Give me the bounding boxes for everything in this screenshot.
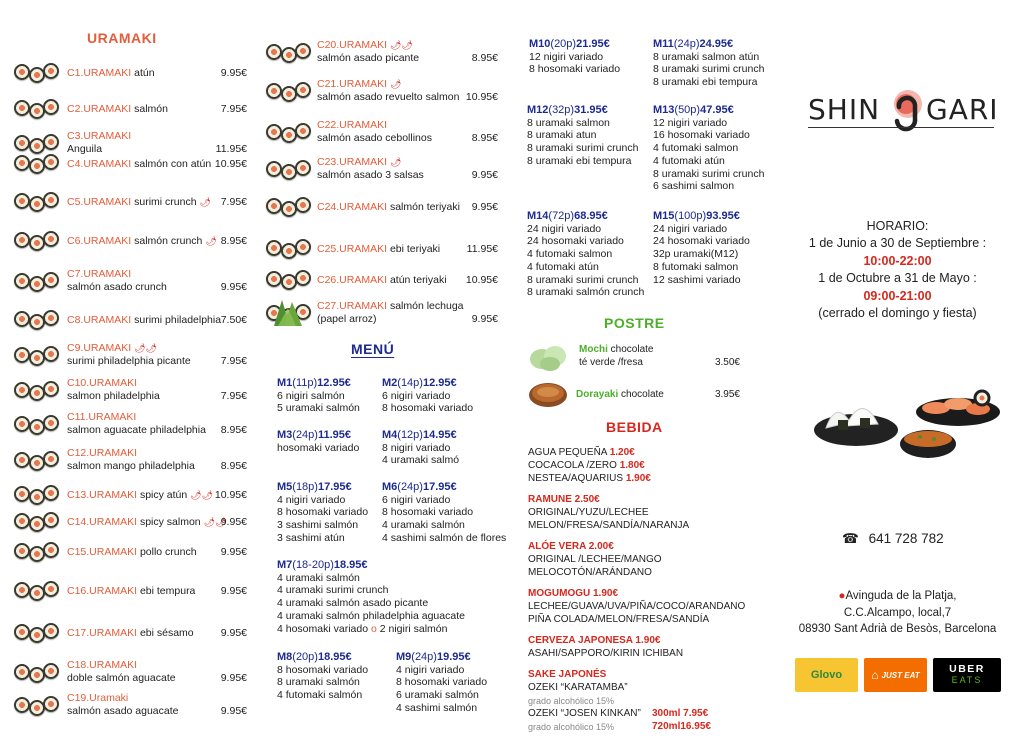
uramaki-image <box>14 510 60 536</box>
drink-row: MELOCOTÓN/ARÁNDANO <box>528 566 652 578</box>
hours-time-1: 10:00-22:00 <box>863 253 932 268</box>
glovo-button[interactable] <box>795 658 858 692</box>
menu-set-m5 <box>277 481 368 545</box>
uramaki-item <box>67 627 194 640</box>
menu-set-line: 4 sashimi salmón <box>396 701 478 714</box>
menu-title: MENÚ <box>351 341 395 357</box>
item-price: 7.95€ <box>220 196 247 208</box>
item-sub: salmon philadelphia <box>67 390 160 402</box>
menu-set-line: 8 uramaki surimi crunch <box>653 63 765 76</box>
postre-mochi <box>579 343 653 369</box>
postre-dorayaki <box>576 388 664 401</box>
postre-dorayaki-desc: chocolate <box>621 389 664 400</box>
uramaki-item <box>67 377 160 403</box>
menu-set-line: 3 sashimi atún <box>277 531 345 544</box>
menu-set-line: 4 uramaki salmón asado picante <box>277 597 429 610</box>
hours-title: HORARIO: <box>866 219 929 233</box>
uramaki-image <box>14 661 60 687</box>
address-line-3: 08930 Sant Adrià de Besòs, Barcelona <box>798 623 997 635</box>
ubereats-label-2: EATS <box>951 675 983 685</box>
menu-set-line: 12 nigiri variado <box>529 50 604 63</box>
item-sub: salmón asado 3 salsas <box>317 169 424 181</box>
chili-icon: 🌶 <box>389 157 402 167</box>
drink-group <box>528 447 758 485</box>
item-name: spicy atún <box>139 489 188 501</box>
hours-closed: (cerrado el domingo y fiesta) <box>818 306 977 321</box>
menu-set-line: 8 hosomaki variado <box>277 506 369 519</box>
item-sub: salmón asado picante <box>317 52 420 64</box>
item-sub: salmón asado revuelto salmon <box>317 91 460 103</box>
uramaki-image <box>266 195 312 221</box>
uramaki-image <box>14 97 60 123</box>
item-name: salmón crunch <box>134 235 203 247</box>
drink-row: OZEKI “JOSEN KINKAN” 300ml 7.95€ <box>528 708 709 720</box>
menu-set-line: 4 hosomaki variado o 2 nigiri salmón <box>277 622 448 635</box>
menu-set-line: 4 uramaki salmón philadelphia aguacate <box>277 609 465 622</box>
shingari-logo <box>808 88 998 134</box>
item-code: C14.URAMAKI <box>67 516 138 528</box>
menu-set-header: M15(100p)93.95€ <box>653 210 740 222</box>
menu-set-line: 6 nigiri salmón <box>277 389 345 402</box>
uramaki-image <box>14 449 60 475</box>
drink-row: LECHEE/GUAVA/UVA/PIÑA/COCO/ARANDANO <box>528 600 746 612</box>
item-price: 9.95€ <box>471 169 498 181</box>
item-code: C16.URAMAKI <box>67 585 138 597</box>
menu-set-header: M12(32p)31.95€ <box>527 104 608 116</box>
item-code: C15.URAMAKI <box>67 546 138 558</box>
menu-set-line: 4 futomaki salmon <box>653 142 739 155</box>
item-price: 10.95€ <box>465 274 498 286</box>
item-code: C1.URAMAKI <box>67 67 132 79</box>
uramaki-item <box>67 158 211 171</box>
drink-group-title: RAMUNE 2.50€ <box>528 494 600 505</box>
item-name: salmón con atún <box>134 158 212 170</box>
menu-set-line: 4 uramaki salmón <box>277 571 360 584</box>
uramaki-image <box>266 80 312 106</box>
drink-group <box>528 635 758 661</box>
uramaki-image <box>14 540 60 566</box>
chili-icon: 🌶 <box>199 197 211 207</box>
uramaki-item <box>67 268 167 294</box>
dorayaki-image <box>527 378 569 410</box>
uramaki-image <box>266 237 312 263</box>
uramaki-image <box>14 621 60 647</box>
justeat-label: JUST EAT <box>881 670 920 680</box>
uramaki-item <box>317 78 459 104</box>
uramaki-image <box>14 413 60 439</box>
drink-group-title: ALÓE VERA 2.00€ <box>528 541 614 552</box>
drink-row: MELON/FRESA/SANDÍA/NARANJA <box>528 519 690 531</box>
menu-set-line: 8 uramaki salmon atún <box>653 50 760 63</box>
uramaki-item <box>67 235 217 248</box>
uramaki-item <box>67 411 206 437</box>
item-price: 7.95€ <box>220 355 247 367</box>
drink-row: ORIGINAL /LECHEE/MANGO <box>528 553 662 565</box>
menu-set-line: 8 uramaki surimi crunch <box>527 273 639 286</box>
menu-set-m3 <box>277 429 359 454</box>
uramaki-item <box>67 342 191 368</box>
postre-mochi-price: 3.50€ <box>714 357 740 368</box>
menu-set-m14 <box>527 210 644 299</box>
drink-row: PIÑA COLADA/MELON/FRESA/SANDÍA <box>528 613 710 625</box>
menu-set-line: 8 uramaki salmón crunch <box>527 286 645 299</box>
menu-set-header: M11(24p)24.95€ <box>653 38 734 50</box>
menu-set-header: M1(11p)12.95€ <box>277 377 351 389</box>
item-sub: Anguila <box>67 143 103 155</box>
sushi-platter-image <box>806 382 1002 462</box>
menu-set-header: M3(24p)11.95€ <box>277 429 352 441</box>
menu-set-header: M14(72p)68.95€ <box>527 210 608 222</box>
item-name: atún teriyaki <box>389 274 447 286</box>
uramaki-image <box>266 121 312 147</box>
item-name: ebi sésamo <box>139 627 194 639</box>
drink-group-title: MOGUMOGU 1.90€ <box>528 588 619 599</box>
menu-set-m4 <box>382 429 459 467</box>
drink-group <box>528 588 758 626</box>
menu-set-line: 4 uramaki salmón <box>382 519 465 532</box>
uramaki-image <box>14 344 60 370</box>
menu-set-m13 <box>653 104 764 193</box>
item-price: 9.95€ <box>220 516 247 528</box>
item-code: C3.URAMAKI <box>67 130 132 142</box>
postre-title: POSTRE <box>604 315 665 331</box>
uramaki-image <box>14 308 60 334</box>
address-line-1: Avinguda de la Platja, <box>845 590 957 602</box>
item-name: salmón teriyaki <box>389 201 460 213</box>
uramaki-item <box>67 130 131 156</box>
menu-set-header: M5(18p)17.95€ <box>277 481 352 493</box>
uramaki-item <box>317 274 447 287</box>
item-code: C6.URAMAKI <box>67 235 132 247</box>
location-pin-icon: ● <box>838 590 846 602</box>
menu-set-m10 <box>529 38 620 76</box>
item-name: ebi teriyaki <box>389 243 441 255</box>
uramaki-image <box>14 190 60 216</box>
menu-set-line: 8 hosomaki variado <box>529 63 621 76</box>
item-name: spicy salmon <box>139 516 201 528</box>
logo-rule <box>808 127 994 128</box>
drink-group-title: SAKE JAPONÉS <box>528 669 607 680</box>
menu-set-line: 6 uramaki salmón <box>396 689 479 702</box>
postre-mochi-name: Mochi <box>579 344 608 355</box>
item-price: 8.95€ <box>471 132 498 144</box>
menu-set-line: 4 futomaki atún <box>653 154 725 167</box>
item-code: C23.URAMAKI <box>317 156 388 168</box>
item-sub: salmón asado cebollinos <box>317 132 432 144</box>
item-price: 7.95€ <box>220 390 247 402</box>
mochi-image <box>528 342 568 372</box>
item-price: 11.95€ <box>466 243 498 255</box>
uramaki-image <box>266 268 312 294</box>
item-name: ebi tempura <box>139 585 196 597</box>
uramaki-item <box>317 201 460 214</box>
item-price: 7.50€ <box>220 314 247 326</box>
item-code: C24.URAMAKI <box>317 201 388 213</box>
justeat-house-icon: ⌂ <box>871 668 879 682</box>
menu-set-line: 4 uramaki salmó <box>382 454 460 467</box>
menu-set-line: 8 uramaki surimi crunch <box>527 142 639 155</box>
item-code: C11.URAMAKI <box>67 411 137 423</box>
postre-dorayaki-name: Dorayaki <box>576 389 619 400</box>
menu-set-line: 12 sashimi variado <box>653 273 741 286</box>
item-code: C26.URAMAKI <box>317 274 388 286</box>
item-code: C2.URAMAKI <box>67 103 132 115</box>
uramaki-item <box>67 489 213 502</box>
phone-icon: ☎ <box>842 531 859 546</box>
drink-row: OZEKI “KARATAMBA” <box>528 681 628 693</box>
menu-set-header: M13(50p)47.95€ <box>653 104 734 116</box>
uramaki-item <box>317 39 419 65</box>
menu-set-header: M10(20p)21.95€ <box>529 38 610 50</box>
uramaki-item <box>317 119 432 145</box>
uramaki-image <box>14 61 60 87</box>
glovo-label: Glovo <box>810 669 843 681</box>
hours-time-2: 09:00-21:00 <box>863 288 932 303</box>
menu-set-line: 6 nigiri variado <box>382 389 451 402</box>
hours-period-2: 1 de Octubre a 31 de Mayo : <box>818 271 977 286</box>
item-price: 8.95€ <box>220 460 247 472</box>
item-price: 8.95€ <box>220 235 247 247</box>
lettuce-roll-image <box>270 296 306 330</box>
chili-icon: 🌶🌶 <box>389 40 413 50</box>
drink-row: NESTEA/AQUARIUS 1.90€ <box>528 472 651 484</box>
logo-text-left: SHIN <box>808 93 881 126</box>
chili-icon: 🌶🌶 <box>190 490 214 500</box>
chili-icon: 🌶 <box>389 79 402 89</box>
item-sub: salmón asado aguacate <box>67 705 179 717</box>
uramaki-image <box>14 379 60 405</box>
uramaki-image <box>14 152 60 178</box>
menu-set-line: 8 uramaki salmón <box>277 676 360 689</box>
item-code: C27.URAMAKI <box>317 300 388 312</box>
menu-set-line: 6 nigiri variado <box>382 493 451 506</box>
item-price: 7.95€ <box>220 103 247 115</box>
item-price: 9.95€ <box>220 585 247 597</box>
menu-set-m12 <box>527 104 638 168</box>
drink-row: grado alcohólico 15% <box>528 695 615 706</box>
menu-set-header: M2(14p)12.95€ <box>382 377 457 389</box>
opening-hours <box>780 218 1015 322</box>
menu-set-header: M4(12p)14.95€ <box>382 429 457 441</box>
menu-set-line: 24 hosomaki variado <box>527 235 624 248</box>
item-price: 9.95€ <box>220 627 247 639</box>
postre-mochi-desc2: té verde /fresa <box>579 357 643 368</box>
item-code: C4.URAMAKI <box>67 158 132 170</box>
uramaki-title: URAMAKI <box>87 30 157 46</box>
menu-set-m7 <box>277 559 465 635</box>
item-code: C17.URAMAKI <box>67 627 138 639</box>
uramaki-item <box>317 243 440 256</box>
address <box>780 588 1015 638</box>
menu-set-header: M6(24p)17.95€ <box>382 481 457 493</box>
phone-number[interactable]: 641 728 782 <box>868 531 944 546</box>
item-price: 8.95€ <box>471 52 498 64</box>
uramaki-image <box>266 41 312 67</box>
menu-set-line: 4 nigiri variado <box>396 663 465 676</box>
uramaki-item <box>67 546 197 559</box>
menu-set-line: 3 sashimi salmón <box>277 519 359 532</box>
menu-set-header: M7(18-20p)18.95€ <box>277 559 368 571</box>
address-line-2: C.C.Alcampo, local,7 <box>843 606 952 619</box>
menu-set-line: 12 nigiri variado <box>653 116 728 129</box>
item-code: C5.URAMAKI <box>67 196 132 208</box>
menu-set-line: 6 sashimi salmon <box>653 180 735 193</box>
chili-icon: 🌶🌶 <box>134 343 157 353</box>
item-name: surimi crunch <box>134 196 197 208</box>
menu-set-line: 4 sashimi salmón de flores <box>382 531 507 544</box>
uramaki-image <box>266 158 312 184</box>
chili-icon: 🌶🌶 <box>203 517 227 527</box>
uramaki-item <box>67 103 168 116</box>
uramaki-image <box>14 229 60 255</box>
menu-set-line: 8 uramaki ebi tempura <box>527 154 632 167</box>
item-price: 9.95€ <box>471 313 498 325</box>
item-name: atún <box>134 67 155 79</box>
item-sub: doble salmón aguacate <box>67 672 176 684</box>
uramaki-image <box>14 579 60 605</box>
bebida-title: BEBIDA <box>606 419 663 435</box>
menu-set-line: 8 nigiri variado <box>382 441 451 454</box>
item-name: surimi philadelphia <box>134 314 222 326</box>
item-price: 9.95€ <box>220 705 247 717</box>
item-code: C19.Uramaki <box>67 692 129 704</box>
menu-set-line: 24 hosomaki variado <box>653 235 750 248</box>
item-code: C22.URAMAKI <box>317 119 388 131</box>
menu-set-header: M8(20p)18.95€ <box>277 651 352 663</box>
menu-set-line: 4 futomaki salmón <box>277 689 363 702</box>
item-sub: (papel arroz) <box>317 313 377 325</box>
drink-row: AGUA PEQUEÑA 1.20€ <box>528 447 635 458</box>
menu-set-line: 8 uramaki ebi tempura <box>653 76 758 89</box>
ubereats-button[interactable] <box>933 658 1001 692</box>
item-name: salmón lechuga <box>389 300 464 312</box>
menu-set-m1 <box>277 377 360 415</box>
drink-group <box>528 494 758 532</box>
item-sub: salmón asado crunch <box>67 281 167 293</box>
menu-set-line: 4 futomaki atún <box>527 260 599 273</box>
uramaki-item <box>67 585 195 598</box>
menu-set-line: 8 hosomaki variado <box>277 663 369 676</box>
postre-mochi-desc: chocolate <box>610 344 654 355</box>
menu-set-line: 16 hosomaki variado <box>653 129 750 142</box>
uramaki-item <box>67 447 195 473</box>
ubereats-label-1: UBER <box>949 663 985 675</box>
item-sub: salmon aguacate philadelphia <box>67 424 206 436</box>
menu-set-line: 8 hosomaki variado <box>396 676 488 689</box>
menu-set-m2 <box>382 377 473 415</box>
drink-group <box>528 669 758 735</box>
item-price: 10.95€ <box>214 158 247 170</box>
menu-set-line: 8 hosomaki variado <box>382 402 474 415</box>
drink-row: grado alcohólico 15% 720ml16.95€ <box>528 721 711 733</box>
item-code: C20.URAMAKI <box>317 39 388 51</box>
item-price: 9.95€ <box>471 201 498 213</box>
menu-set-line: 8 uramaki surimi crunch <box>653 167 765 180</box>
uramaki-image <box>14 483 60 509</box>
uramaki-item <box>67 196 211 209</box>
item-code: C21.URAMAKI <box>317 78 388 90</box>
uramaki-item <box>67 692 179 718</box>
menu-set-line: 4 futomaki salmon <box>527 248 613 261</box>
drink-group-title: CERVEZA JAPONESA 1.90€ <box>528 635 661 646</box>
item-price: 11.95€ <box>215 143 247 155</box>
menu-set-line: hosomaki variado <box>277 441 360 454</box>
item-name: salmón <box>134 103 168 115</box>
postre-dorayaki-price: 3.95€ <box>714 389 740 400</box>
item-sub: salmon mango philadelphia <box>67 460 195 472</box>
item-code: C18.URAMAKI <box>67 659 138 671</box>
item-code: C12.URAMAKI <box>67 447 138 459</box>
menu-set-line: 24 nigiri variado <box>527 222 602 235</box>
item-name: pollo crunch <box>139 546 197 558</box>
item-sub: surimi philadelphia picante <box>67 355 191 367</box>
uramaki-image <box>14 270 60 296</box>
item-code: C13.URAMAKI <box>67 489 138 501</box>
menu-set-line: 32p uramaki(M12) <box>653 248 739 261</box>
item-price: 8.95€ <box>220 424 247 436</box>
item-price: 9.95€ <box>220 281 247 293</box>
menu-set-line: 8 hosomaki variado <box>382 506 474 519</box>
menu-set-m11 <box>653 38 764 89</box>
item-price: 9.95€ <box>220 546 247 558</box>
drink-row: ORIGINAL/YUZU/LECHEE <box>528 506 649 518</box>
menu-set-line: 5 uramaki salmón <box>277 402 360 415</box>
uramaki-item <box>67 67 155 80</box>
uramaki-item <box>317 156 424 182</box>
item-code: C10.URAMAKI <box>67 377 138 389</box>
item-code: C7.URAMAKI <box>67 268 132 280</box>
menu-set-m9 <box>396 651 487 715</box>
item-code: C25.URAMAKI <box>317 243 388 255</box>
item-price: 9.95€ <box>220 672 247 684</box>
drink-row: ASAHI/SAPPORO/KIRIN ICHIBAN <box>528 647 684 659</box>
item-price: 10.95€ <box>214 489 247 501</box>
menu-set-line: 4 nigiri variado <box>277 493 346 506</box>
uramaki-image <box>14 694 60 720</box>
menu-set-line: 4 uramaki surimi crunch <box>277 584 389 597</box>
menu-set-line: 8 uramaki salmon <box>527 116 610 129</box>
item-price: 9.95€ <box>220 67 247 79</box>
justeat-button[interactable] <box>864 658 927 692</box>
menu-set-line: 8 uramaki atun <box>527 129 597 142</box>
menu-set-line: 24 nigiri variado <box>653 222 728 235</box>
phone-line <box>842 531 944 547</box>
menu-set-m6 <box>382 481 506 545</box>
hours-period-1: 1 de Junio a 30 de Septiembre : <box>808 236 987 251</box>
drink-group <box>528 541 758 579</box>
menu-set-m8 <box>277 651 368 702</box>
item-price: 10.95€ <box>465 91 498 103</box>
logo-text-right: GARI <box>926 93 999 126</box>
menu-set-header: M9(24p)19.95€ <box>396 651 471 663</box>
menu-set-line: 8 futomaki salmon <box>653 260 739 273</box>
uramaki-item <box>67 659 176 685</box>
menu-set-m15 <box>653 210 750 286</box>
chili-icon: 🌶 <box>205 236 217 246</box>
uramaki-item <box>317 300 464 326</box>
item-code: C8.URAMAKI <box>67 314 132 326</box>
item-code: C9.URAMAKI <box>67 342 132 354</box>
drink-row: COCACOLA /ZERO 1.80€ <box>528 459 645 471</box>
